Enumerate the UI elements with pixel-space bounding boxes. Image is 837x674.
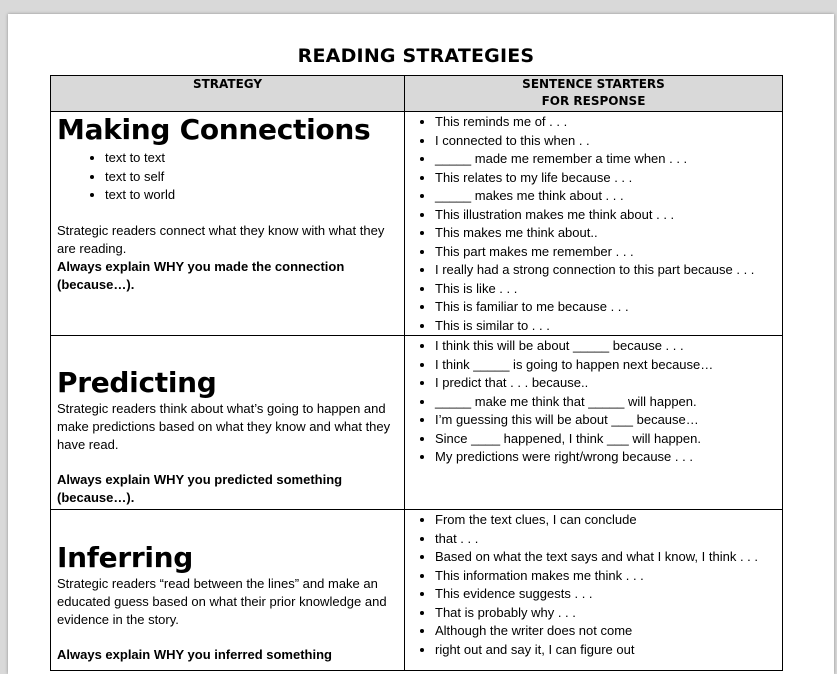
starters-list xyxy=(405,337,782,467)
header-strategy xyxy=(51,76,405,112)
strategies-table xyxy=(50,75,783,671)
list-item: • This is familiar to me because . . . xyxy=(435,298,782,317)
header-starters-line2: FOR RESPONSE xyxy=(541,94,646,108)
starters-list xyxy=(405,511,782,659)
list-item: • text to world xyxy=(105,186,398,205)
list-item: • _____ makes me think about . . . xyxy=(435,187,782,206)
list-item: • I think this will be about _____ because . . . xyxy=(435,337,782,356)
strategy-name: Predicting xyxy=(57,366,217,399)
strategy-description: Strategic readers think about what’s going to happen and make predictions based on what they know and what they have read. xyxy=(57,401,391,452)
list-item: • This evidence suggests . . . xyxy=(435,585,782,604)
list-item: • This reminds me of . . . xyxy=(435,113,782,132)
list-item: • I think _____ is going to happen next because… xyxy=(435,356,782,375)
list-item: • text to text xyxy=(105,149,398,168)
strategy-name: Inferring xyxy=(57,541,194,574)
list-item: • _____ make me think that _____ will happen. xyxy=(435,393,782,412)
connection-types-list xyxy=(57,149,398,205)
strategy-description: Strategic readers connect what they know with what they are reading. xyxy=(57,222,385,256)
list-item: • Although the writer does not come xyxy=(435,622,782,641)
document-title: READING STRATEGIES xyxy=(297,45,535,67)
strategy-emphasis: Always explain WHY you predicted something (because…). xyxy=(57,472,343,505)
list-item: • This part makes me remember . . . xyxy=(435,243,782,262)
strategy-description: Strategic readers “read between the lines” and make an educated guess based on what their prior knowledge and evidence in the story. xyxy=(57,576,387,627)
starters-cell-predicting xyxy=(405,336,783,510)
strategy-cell-inferring xyxy=(51,510,405,671)
document-page xyxy=(8,14,834,674)
list-item: • I predict that . . . because.. xyxy=(435,374,782,393)
starters-cell-connections xyxy=(405,112,783,336)
list-item: • This information makes me think . . . xyxy=(435,567,782,586)
list-item: • text to self xyxy=(105,168,398,187)
header-strategy-label: STRATEGY xyxy=(192,77,263,91)
list-item: • This illustration makes me think about . . . xyxy=(435,206,782,225)
list-item: • that . . . xyxy=(435,530,782,549)
list-item: • This is like . . . xyxy=(435,280,782,299)
list-item: • I really had a strong connection to this part because . . . xyxy=(435,261,782,280)
strategy-cell-connections xyxy=(51,112,405,336)
list-item: • This relates to my life because . . . xyxy=(435,169,782,188)
strategy-cell-predicting xyxy=(51,336,405,510)
list-item: • Since ____ happened, I think ___ will happen. xyxy=(435,430,782,449)
list-item: • This is similar to . . . xyxy=(435,317,782,336)
list-item: • This makes me think about.. xyxy=(435,224,782,243)
header-sentence-starters xyxy=(405,76,783,112)
list-item: • From the text clues, I can conclude xyxy=(435,511,782,530)
table-header-row xyxy=(51,76,783,112)
list-item: • Based on what the text says and what I know, I think . . . xyxy=(435,548,782,567)
starters-cell-inferring xyxy=(405,510,783,671)
table-row xyxy=(51,336,783,510)
strategy-name: Making Connections xyxy=(57,113,371,146)
table-row xyxy=(51,112,783,336)
list-item: • I’m guessing this will be about ___ because… xyxy=(435,411,782,430)
list-item: • I connected to this when . . xyxy=(435,132,782,151)
table-row xyxy=(51,510,783,671)
list-item: • That is probably why . . . xyxy=(435,604,782,623)
strategy-emphasis: Always explain WHY you made the connection (because…). xyxy=(57,258,345,292)
list-item: • right out and say it, I can figure out xyxy=(435,641,782,660)
list-item: • My predictions were right/wrong because . . . xyxy=(435,448,782,467)
header-starters-line1: SENTENCE STARTERS xyxy=(522,77,665,91)
list-item: • _____ made me remember a time when . . . xyxy=(435,150,782,169)
starters-list xyxy=(405,113,782,335)
strategy-emphasis: Always explain WHY you inferred something xyxy=(57,647,332,662)
